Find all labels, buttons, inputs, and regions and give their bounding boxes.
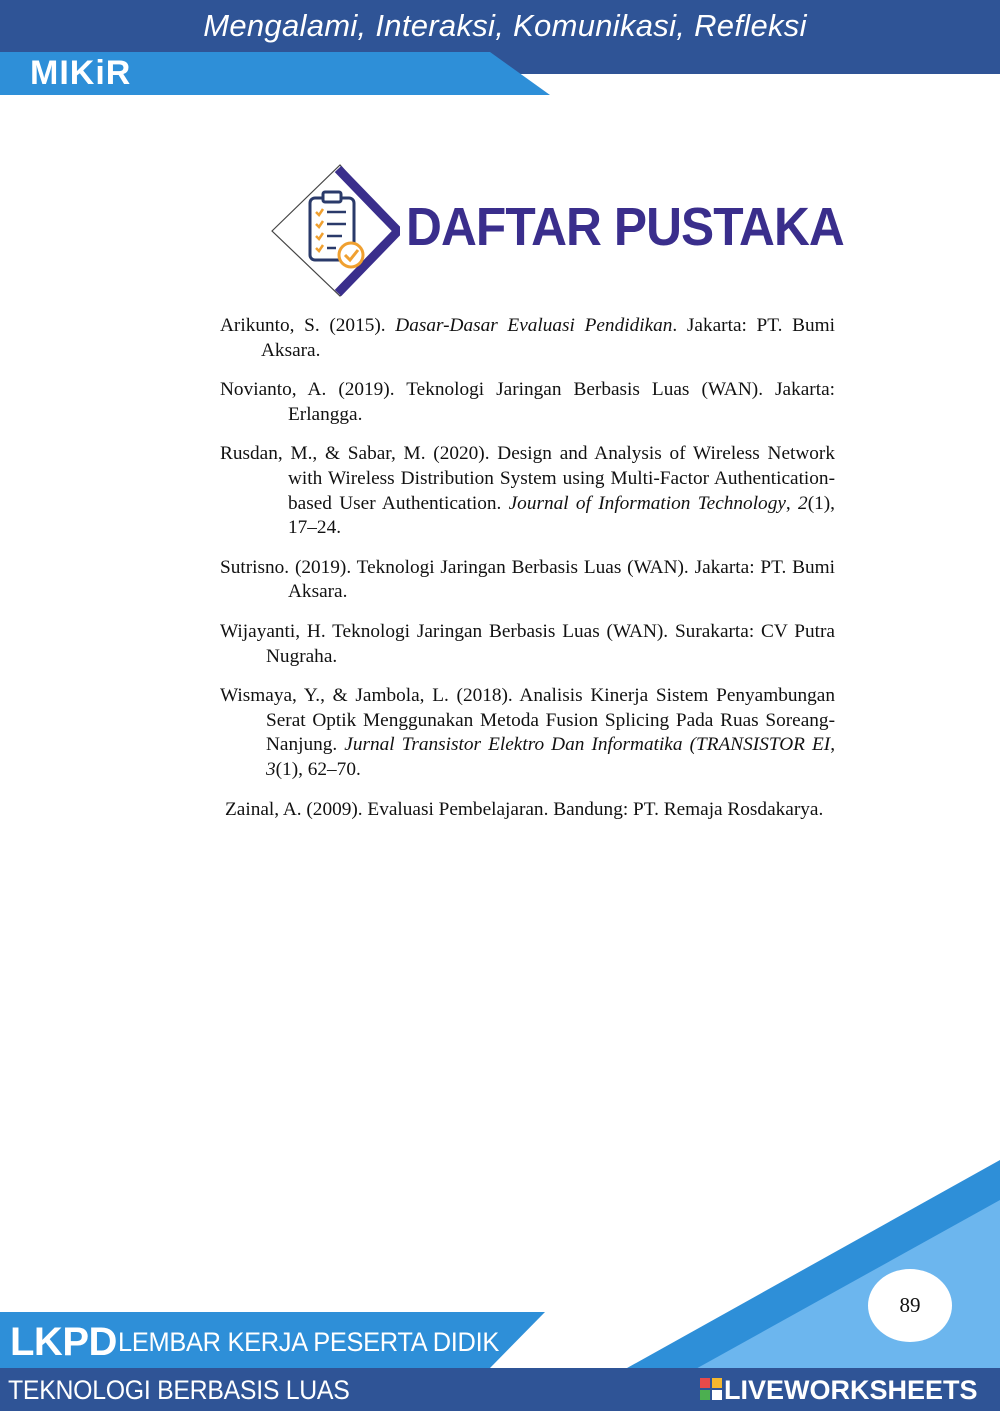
subject-label: TEKNOLOGI BERBASIS LUAS	[8, 1375, 350, 1405]
reference-item	[220, 684, 835, 782]
reference-item	[220, 378, 835, 427]
ref-text: Rusdan, M., & Sabar, M. (2020). Design and Analysis of Wireless Network with Wireless Distribution System using Multi-Factor Authentication-based User Authentication.	[220, 443, 835, 514]
ref-text: ,	[785, 492, 799, 514]
header-subtitle: Mengalami, Interaksi, Komunikasi, Refleksi	[203, 8, 807, 43]
watermark-label[interactable]: LIVEWORKSHEETS	[724, 1375, 978, 1405]
ref-text: Wijayanti, H. Teknologi Jaringan Berbasis Luas (WAN). Surakarta: CV Putra Nugraha.	[220, 620, 835, 667]
ref-text: Arikunto, S. (2015).	[220, 315, 396, 336]
ref-volume: 3	[266, 758, 276, 780]
ref-text: (1), 62–70.	[275, 758, 361, 780]
reference-list	[220, 314, 835, 837]
ref-text: . Jakarta: PT. Bumi Aksara.	[261, 315, 835, 361]
ref-text: (1), 17–24.	[288, 492, 835, 539]
reference-item	[220, 314, 835, 363]
reference-item	[220, 798, 835, 823]
ref-journal: Jurnal Transistor Elektro Dan Informatika (TRANSISTOR EI	[344, 734, 831, 756]
clipboard-checklist-icon	[270, 163, 400, 298]
ref-text: Zainal, A. (2009). Evaluasi Pembelajaran. Bandung: PT. Remaja Rosdakarya.	[225, 798, 824, 820]
ref-text: Sutrisno. (2019). Teknologi Jaringan Berbasis Luas (WAN). Jakarta: PT. Bumi Aksara.	[220, 556, 835, 603]
brand-label: MIKiR	[30, 54, 132, 92]
lkpd-description: LEMBAR KERJA PESERTA DIDIK	[118, 1327, 500, 1357]
page-title: DAFTAR PUSTAKA	[406, 197, 844, 257]
reference-item	[220, 556, 835, 605]
ref-text: ,	[830, 734, 836, 756]
reference-item	[220, 442, 835, 540]
ref-title: Dasar-Dasar Evaluasi Pendidikan	[395, 315, 673, 336]
ref-text: Wismaya, Y., & Jambola, L. (2018). Analisis Kinerja Sistem Penyambungan Serat Optik Menggunakan Metoda Fusion Splicing Pada Ruas Soreang-Nanjung.	[220, 685, 835, 756]
ref-text: Novianto, A. (2019). Teknologi Jaringan Berbasis Luas (WAN). Jakarta: Erlangga.	[220, 379, 835, 425]
page-number: 89	[868, 1269, 952, 1342]
reference-item	[220, 620, 835, 669]
ref-journal: Journal of Information Technology	[508, 492, 786, 514]
liveworksheets-logo-icon	[700, 1378, 722, 1400]
ref-volume: 2	[798, 492, 808, 514]
lkpd-label: LKPD	[10, 1320, 117, 1364]
